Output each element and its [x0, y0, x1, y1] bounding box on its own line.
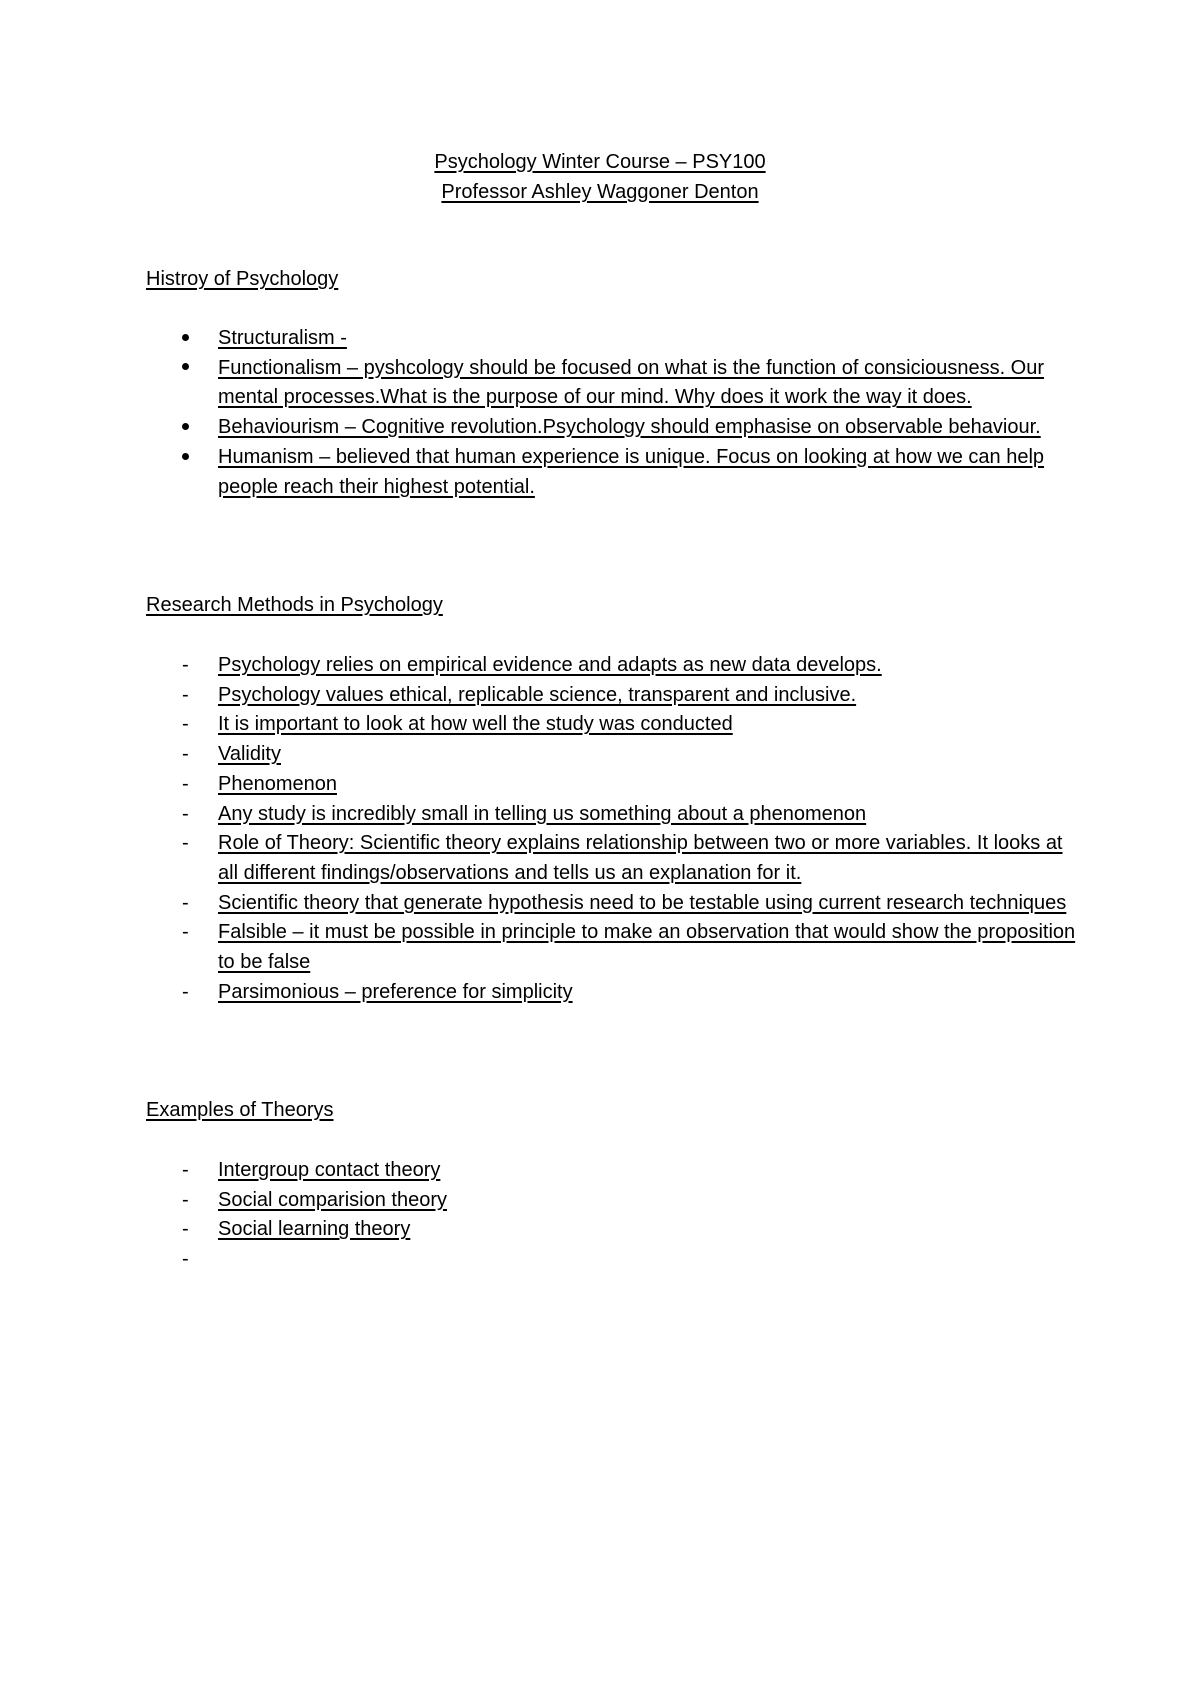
- dash-marker: -: [182, 802, 189, 825]
- list-item: - Social learning theory: [146, 1215, 1076, 1245]
- professor-name: Professor Ashley Waggoner Denton: [441, 181, 759, 203]
- list-item: - Psychology relies on empirical evidence and adapts as new data develops.: [146, 651, 1076, 681]
- list-item: - Role of Theory: Scientific theory explains relationship between two or more variables. It looks at all different findings/observations and tells us an explanation for it.: [146, 829, 1076, 888]
- dash-marker: -: [182, 683, 189, 706]
- dash-marker: -: [182, 891, 189, 914]
- bullet-icon: [182, 324, 202, 354]
- examples-list: [146, 1156, 1076, 1271]
- list-item: - Parsimonious – preference for simplicity: [146, 978, 1076, 1008]
- list-item: - Any study is incredibly small in telling us something about a phenomenon: [146, 800, 1076, 830]
- list-item: - Scientific theory that generate hypothesis need to be testable using current research techniques: [146, 889, 1076, 919]
- bullet-icon: [182, 413, 202, 443]
- section-heading-history: Histroy of Psychology: [146, 268, 339, 290]
- dash-marker: -: [182, 921, 189, 944]
- list-item: - Intergroup contact theory: [146, 1156, 1076, 1186]
- dash-marker: -: [182, 1159, 189, 1181]
- course-title: Psychology Winter Course – PSY100: [434, 151, 766, 173]
- list-item: - Phenomenon: [146, 770, 1076, 800]
- dash-marker: -: [182, 713, 189, 736]
- dash-marker: -: [182, 980, 189, 1003]
- bullet-icon: [182, 354, 202, 384]
- dash-marker: -: [182, 654, 189, 676]
- history-list: [146, 324, 1076, 502]
- document-header: [0, 147, 1200, 207]
- dash-marker: -: [182, 1218, 189, 1241]
- list-item: Humanism – believed that human experience is unique. Focus on looking at how we can help people reach their highest potential.: [146, 443, 1076, 502]
- bullet-icon: [182, 443, 202, 473]
- dash-marker: -: [182, 832, 189, 855]
- section-heading-research: Research Methods in Psychology: [146, 594, 443, 616]
- list-item: - Psychology values ethical, replicable science, transparent and inclusive.: [146, 681, 1076, 711]
- list-item: - It is important to look at how well the study was conducted: [146, 710, 1076, 740]
- dash-marker: -: [182, 1248, 189, 1271]
- dash-marker: -: [182, 772, 189, 795]
- dash-marker: -: [182, 743, 189, 766]
- list-item: - Social comparision theory: [146, 1186, 1076, 1216]
- research-list: [146, 651, 1076, 1007]
- list-item: Functionalism – pyshcology should be focused on what is the function of consiciousness. Our mental processes.What is the purpose of our mind. Why does it work the way it does.: [146, 354, 1076, 413]
- list-item: Structuralism -: [146, 324, 1076, 354]
- list-item: - Validity: [146, 740, 1076, 770]
- list-item: - Falsible – it must be possible in principle to make an observation that would show the proposition to be false: [146, 918, 1076, 977]
- list-item: Behaviourism – Cognitive revolution.Psychology should emphasise on observable behaviour.: [146, 413, 1076, 443]
- dash-marker: -: [182, 1188, 189, 1211]
- section-heading-examples: Examples of Theorys: [146, 1099, 334, 1121]
